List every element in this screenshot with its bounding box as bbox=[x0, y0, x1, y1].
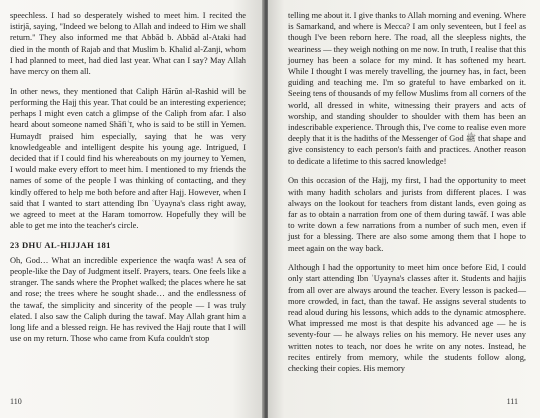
section-heading: 23 DHU AL-HIJJAH 181 bbox=[10, 239, 111, 250]
paragraph: Oh, God… What an incredible experience the waqfa was! A sea of people-like the Day of Judgment itself. Prayers, tears. One feels like a stranger. The sands where the Prophet walked; the places where he sat and rose; the trees where he sought shade… and the endlessness of the tawaf, the simplicity and sincerity of the people — I was truly elated. I also saw the Caliph during the tawaf. May Allah grant him a long life and a blessed reign. He has revived the Hajj route that I will use on my return. Those who came from Kufa couldn't stop bbox=[10, 255, 246, 344]
left-page bbox=[0, 0, 264, 418]
paragraph: On this occasion of the Hajj, my first, I had the opportunity to meet with many hadith scholars and jurists from different places. I was always on the lookout for teachers from distant lands, even going as far as to obtain a narration from one of them during tawāf. I was able to write down a few narrations from a number of such men, even if just for a blessing. There are also some among them that I hope to meet again on the way back. bbox=[288, 176, 526, 253]
page-number: 111 bbox=[506, 397, 518, 406]
page-number: 110 bbox=[10, 397, 22, 406]
paragraph: telling me about it. I give thanks to Allah morning and evening. Where is Samarkand, and where is Mecca? I am only seventeen, but I feel as though I've been reborn here. The road, all the sleepless nights, the weariness — they weigh nothing on me now. In truth, I realise that this journey has been a solace for my mind. It has softened my heart. While I thought I was merely travelling, the journey has, in fact, been guiding and teaching me. I'm so grateful to have embarked on it. Seeing tens of thousands of my fellow Muslims from all corners of the world, all dressed in white, witnessing their prayers and acts of worship, and standing shoulder to shoulder with them has been an indescribable experience. Through this, I've come to realise even more deeply that it is the hadiths of the Messenger of God ﷺ that shape and give consistency to each person's faith and practices. Another reason to dedicate a lifetime to this sacred knowledge! bbox=[288, 11, 526, 166]
left-text-column bbox=[10, 10, 246, 353]
paragraph: In other news, they mentioned that Caliph Hārūn al-Rashid will be performing the Hajj this year. That could be an interesting experience; perhaps I might even catch a glimpse of the Caliph from afar. I also heard about someone named Shāfiʿī, who is said to be still in Yemen. Humaydī praised him especially, saying that he was very knowledgeable and intelligent despite his young age. Intrigued, I decided that if I could find his whereabouts on my journey to Yemen, I would make every effort to meet him. I mentioned to my friends the names of some of the people I was thinking of contacting, and they kindly offered to help me both before and after Hajj. However, when I said that I wanted to start attending Ibn ʿUyayna's class right away, we agreed to meet at the Haram tomorrow. Hopefully they will be able to get me into the teacher's circle. bbox=[10, 86, 246, 231]
paragraph: Although I had the opportunity to meet him once before Eid, I could only start attending Ibn ʿUyayna's classes after it. Students and hajjis from all over are always around the teacher. Every lesson is packed—more crowded, in fact, than the tawaf. He assigns several students to read aloud during his lessons, which adds to the dynamic atmosphere. What impressed me most is that despite his advanced age — he is seventy-four — he always relies on his memory. He never uses any written notes to teach, nor does he write on any notes. Instead, he recites entirely from memory, while the students follow along, checking their copies. His memory bbox=[288, 263, 526, 374]
right-text-column bbox=[288, 10, 526, 383]
paragraph: speechless. I had so desperately wished to meet him. I recited the istirjā, saying, "Indeed we belong to Allah and indeed to Him we shall return." They also informed me that Abbād b. Abbād al-Ataki had died in the month of Rajab and that Muslim b. Khalid al-Zanji, whom I had planned to meet, had died last year. What can I say? May Allah have mercy on them all. bbox=[10, 11, 246, 77]
right-page bbox=[268, 0, 540, 418]
